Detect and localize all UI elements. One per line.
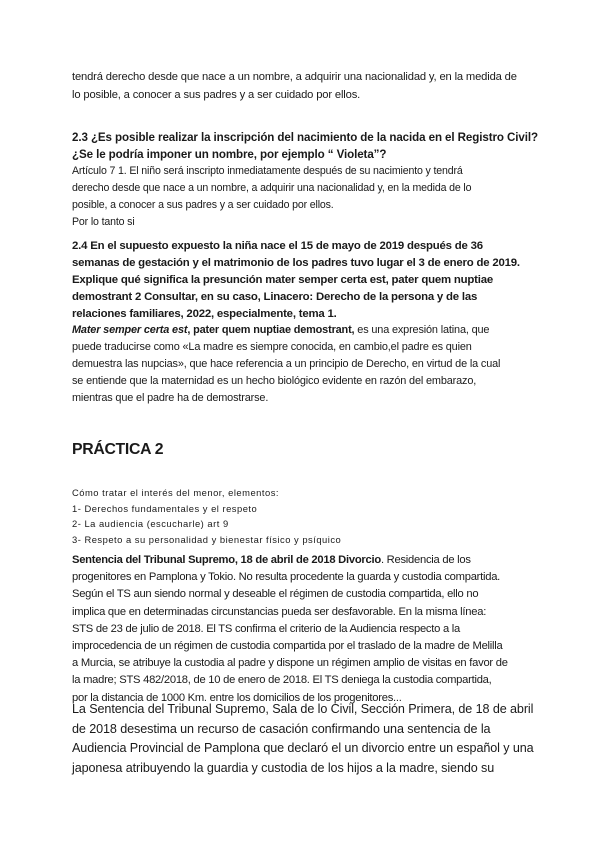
latin-phrase: Mater semper certa est <box>72 324 188 336</box>
text-fragment: es una expresión latina, que <box>354 324 490 336</box>
text-line: a Murcia, se atribuye la custodia al padre y dispone un régimen amplio de visitas en favor de <box>72 657 508 670</box>
list-item: 3- Respeto a su personalidad y bienestar físico y psíquico <box>72 533 342 545</box>
text-line: progenitores en Pamplona y Tokio. No resulta procedente la guarda y custodia compartida. <box>72 571 501 584</box>
text-line: Según el TS aun siendo normal y deseable el régimen de custodia compartida, ello no <box>72 588 479 601</box>
question-heading: Explique qué significa la presunción mater semper certa est, pater quem nuptiae <box>72 274 493 286</box>
answer-text: derecho desde que nace a un nombre, a adquirir una nacionalidad y, en la medida de lo <box>72 182 472 194</box>
text-line: japonesa atribuyendo la guardia y custodia de los hijos a la madre, siendo su <box>72 760 495 775</box>
text-fragment: . Residencia de los <box>380 554 471 566</box>
answer-text: Por lo tanto si <box>72 216 135 228</box>
answer-text: Artículo 7 1. El niño será inscripto inmediatamente después de su nacimiento y tendrá <box>72 165 463 177</box>
section-title: PRÁCTICA 2 <box>72 441 164 458</box>
text-line: improcedencia de un régimen de custodia compartida por el traslado de la madre de Melilla <box>72 640 503 653</box>
text-line: implica que en determinadas circunstancias pueda ser desfavorable. En la misma línea: <box>72 605 487 618</box>
question-heading: semanas de gestación y el matrimonio de los padres tuvo lugar el 3 de enero de 2019. <box>72 257 520 269</box>
sentencia-paragraph <box>72 552 532 707</box>
text-line: puede traducirse como «La madre es siempre conocida, en cambio,el padre es quien <box>72 341 472 353</box>
text-line: mientras que el padre ha de demostrarse. <box>72 392 269 404</box>
paragraph-intro <box>72 69 532 104</box>
sentencia-title: Sentencia del Tribunal Supremo, 18 de abril de 2018 Divorcio <box>72 554 381 566</box>
final-paragraph <box>72 700 538 778</box>
text-line: lo posible, a conocer a sus padres y a ser cuidado por ellos. <box>72 88 361 101</box>
question-heading: demostrant 2 Consultar, en su caso, Linacero: Derecho de la persona y de las <box>72 291 478 303</box>
list-item: 1- Derechos fundamentales y el respeto <box>72 502 258 514</box>
question-heading: 2.3 ¿Es posible realizar la inscripción del nacimiento de la nacida en el Registro Civil? <box>72 131 538 144</box>
text-line: Audiencia Provincial de Pamplona que declaró el un divorcio entre un español y una <box>72 741 534 756</box>
question-heading: relaciones familiares, 2022, especialmente, tema 1. <box>72 308 337 320</box>
list-item: Cómo tratar el interés del menor, elementos: <box>72 487 279 498</box>
text-line: por la distancia de 1000 Km. entre los domicilios de los progenitores... <box>72 691 402 704</box>
text-line <box>72 322 532 339</box>
text-line: la madre; STS 482/2018, de 10 de enero de 2018. El TS deniega la custodia compartida, <box>72 674 492 687</box>
text-line: STS de 23 de julio de 2018. El TS confirma el criterio de la Audiencia respecto a la <box>72 622 460 635</box>
answer-text: posible, a conocer a sus padres y a ser cuidado por ellos. <box>72 199 334 211</box>
question-2-4 <box>72 238 532 323</box>
elements-list <box>72 485 532 547</box>
text-line: tendrá derecho desde que nace a un nombre, a adquirir una nacionalidad y, en la medida de <box>72 71 517 83</box>
text-line <box>72 552 532 569</box>
question-heading: ¿Se le podría imponer un nombre, por ejemplo “ Violeta”? <box>72 148 387 161</box>
question-heading: 2.4 En el supuesto expuesto la niña nace el 15 de mayo de 2019 después de 36 <box>72 240 483 252</box>
text-line: demuestra las nupcias», que hace referencia a un principio de Derecho, en virtud de la cual <box>72 358 501 370</box>
mater-paragraph <box>72 322 532 407</box>
text-line: La Sentencia del Tribunal Supremo, Sala de lo Civil, Sección Primera, de 18 de abril <box>72 702 534 716</box>
list-item: 2- La audiencia (escucharle) art 9 <box>72 518 229 529</box>
text-line: de 2018 desestima un recurso de casación confirmando una sentencia de la <box>72 721 491 736</box>
latin-phrase-bold: , pater quem nuptiae demostrant, <box>187 324 355 336</box>
text-line: se entiende que la maternidad es un hecho biológico evidente en razón del embarazo, <box>72 375 477 387</box>
question-2-3 <box>72 129 538 231</box>
